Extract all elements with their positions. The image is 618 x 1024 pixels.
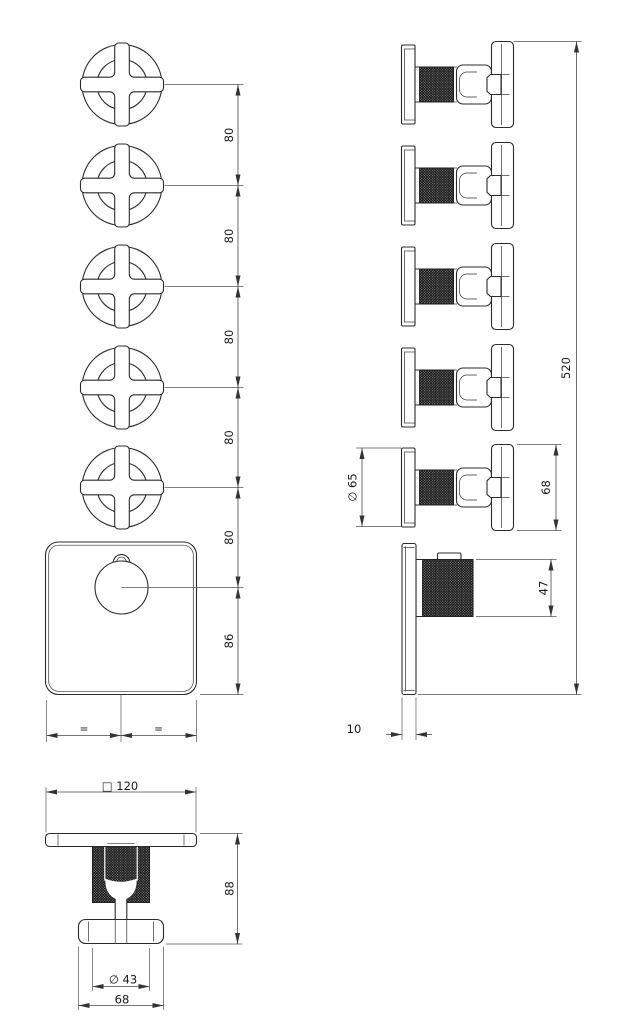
dim-knurl-diameter: ∅ 43 — [108, 972, 138, 987]
dim-pitch-3: 80 — [222, 329, 236, 345]
mixer-plate-side — [402, 544, 416, 695]
dim-equal-left: = — [79, 723, 89, 736]
dim-equal-right: = — [154, 723, 163, 736]
dim-plate-thickness: 10 — [346, 722, 362, 736]
dim-total-depth: 88 — [222, 881, 237, 896]
dim-plate-diameter: ∅ 65 — [345, 473, 360, 502]
dim-pitch-1: 80 — [222, 127, 236, 143]
dim-handle-height: 68 — [539, 480, 553, 495]
dim-pitch-5: 80 — [222, 530, 236, 545]
bottom-plate — [46, 834, 197, 847]
dim-total-height: 520 — [559, 357, 573, 379]
dim-pitch-2: 80 — [222, 228, 236, 244]
dim-knob-offset: 86 — [222, 633, 236, 649]
dim-knob-projection: 47 — [536, 580, 551, 596]
mixer-knob-side — [416, 553, 473, 617]
dim-pitch-4: 80 — [222, 430, 236, 445]
dim-plate-square: □ 120 — [101, 779, 139, 793]
dim-handle-width: 68 — [114, 992, 130, 1007]
